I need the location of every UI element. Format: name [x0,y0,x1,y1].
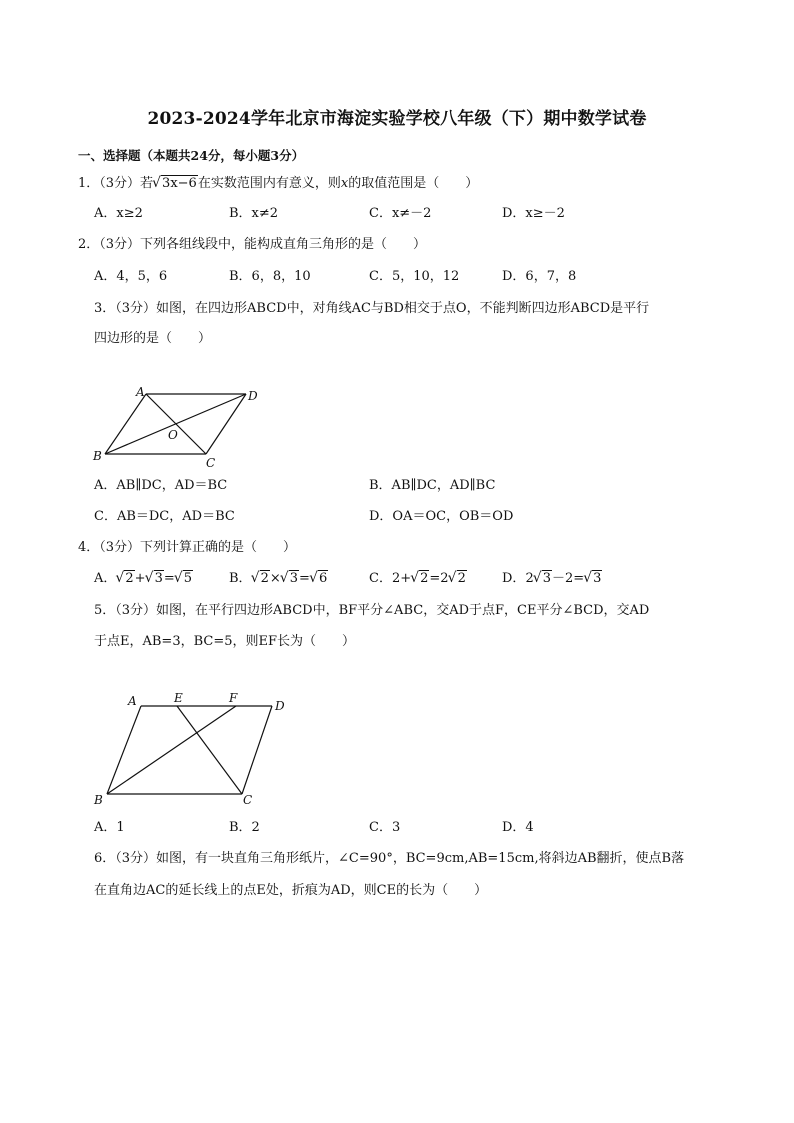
question-3-line-1: 3．（3分）如图，在四边形ABCD中，对角线AC与BD相交于点O，不能判断四边形ABCD是平行 [94,301,650,316]
q4-d-pre: 2 [525,571,534,586]
q4-a-radicand-3: 5 [183,571,193,586]
q4-option-c [369,570,467,588]
q5-label-e: E [174,691,183,705]
q4-b-sqrt-2 [281,570,299,588]
q4-a-radicand-1: 2 [125,571,134,586]
question-5-line-2: 于点E，AB=3，BC=5，则EF长为（ ） [94,634,356,649]
q4-b-radicand-2: 3 [289,571,299,586]
q3-figure-quadrilateral [88,380,278,470]
q4-a-label: A． [94,571,117,586]
q4-a-radicand-2: 3 [154,571,163,586]
q3-option-d: D．OA＝OC，OB＝OD [369,509,514,524]
q3-option-a: A．AB∥DC，AD＝BC [94,478,228,493]
q4-b-radicand-1: 2 [260,571,269,586]
q4-c-radicand-1: 2 [420,571,429,586]
q5-label-f: F [229,691,238,705]
q2-option-b: B．6，8，10 [229,269,311,284]
q3-option-c: C．AB＝DC，AD＝BC [94,509,235,524]
section-heading: 一、选择题（本题共24分，每小题3分） [78,148,305,163]
question-3-line-2: 四边形的是（ ） [94,331,212,346]
q5-edge-ba [107,706,141,794]
q1-var: x [340,176,349,191]
q1-option-b: B．x≠2 [229,206,279,221]
q4-b-op: × [269,571,281,586]
q3-label-a: A [136,385,145,399]
q5-option-b: B．2 [229,820,260,835]
q3-label-c: C [206,456,216,470]
q5-segment-bf [107,706,236,794]
q4-a-sqrt-2 [146,570,164,588]
q4-d-radicand-2: 3 [593,571,602,586]
q5-figure-parallelogram [90,688,290,810]
q4-b-sqrt-3 [310,570,328,588]
q4-a-sqrt-3 [175,570,193,588]
question-1 [78,175,478,193]
q5-label-b: B [94,793,103,807]
q1-mid: 在实数范围内有意义，则 [197,176,341,191]
q5-label-a: A [128,694,137,708]
q5-edge-dc [242,706,272,794]
q4-option-b [229,570,328,588]
q2-option-c: C．5，10，12 [369,269,460,284]
q4-b-sqrt-1 [252,570,270,588]
q5-label-d: D [275,699,285,713]
question-6-line-1: 6．（3分）如图，有一块直角三角形纸片，∠C=90°，BC=9cm,AB=15cm,将斜边AB翻折，使点B落 [94,851,685,866]
q4-d-radicand-1: 3 [542,571,551,586]
q4-c-sqrt-1 [411,570,429,588]
q1-suffix: 的取值范围是（ ） [348,176,479,191]
q3-label-d: D [248,389,258,403]
q4-d-sqrt-1 [534,570,552,588]
q4-c-label: C． [369,571,392,586]
q5-label-c: C [243,793,253,807]
q5-option-a: A．1 [94,820,125,835]
question-4: 4．（3分）下列计算正确的是（ ） [78,540,297,555]
q4-d-label: D． [502,571,526,586]
q4-c-sqrt-2 [449,570,467,588]
q1-sqrt [153,175,198,193]
q4-option-a [94,570,193,588]
question-2: 2．（3分）下列各组线段中，能构成直角三角形的是（ ） [78,237,427,252]
q1-option-c: C．x≠－2 [369,206,432,221]
q4-d-sqrt-2 [584,570,602,588]
q4-c-eq: =2 [429,571,449,586]
q3-label-b: B [93,449,102,463]
question-6-line-2: 在直角边AC的延长线上的点E处，折痕为AD，则CE的长为（ ） [94,883,488,898]
q4-b-radicand-3: 6 [318,571,328,586]
q4-option-d [502,570,602,588]
page-title: 2023-2024学年北京市海淀实验学校八年级（下）期中数学试卷 [147,109,647,129]
q4-a-eq: = [163,571,175,586]
q4-d-mid: －2= [552,571,585,586]
q5-option-d: D．4 [502,820,534,835]
q1-prefix: 1．（3分）若 [78,176,154,191]
q4-c-radicand-2: 2 [457,571,466,586]
q2-option-d: D．6，7，8 [502,269,577,284]
q4-a-op: + [134,571,146,586]
q3-option-b: B．AB∥DC，AD∥BC [369,478,496,493]
q3-label-o: O [168,428,178,442]
q4-b-eq: = [299,571,310,586]
question-5-line-1: 5．（3分）如图，在平行四边形ABCD中，BF平分∠ABC，交AD于点F，CE平分∠BCD，交AD [94,603,650,618]
q4-a-sqrt-1 [116,570,134,588]
q1-option-a: A．x≥2 [94,206,143,221]
q4-b-label: B． [229,571,252,586]
q5-option-c: C．3 [369,820,401,835]
q4-c-pre: 2+ [391,571,412,586]
q1-radicand: 3x−6 [162,176,197,191]
q5-segment-ce [177,706,242,794]
q2-option-a: A．4，5，6 [94,269,168,284]
q1-option-d: D．x≥－2 [502,206,565,221]
